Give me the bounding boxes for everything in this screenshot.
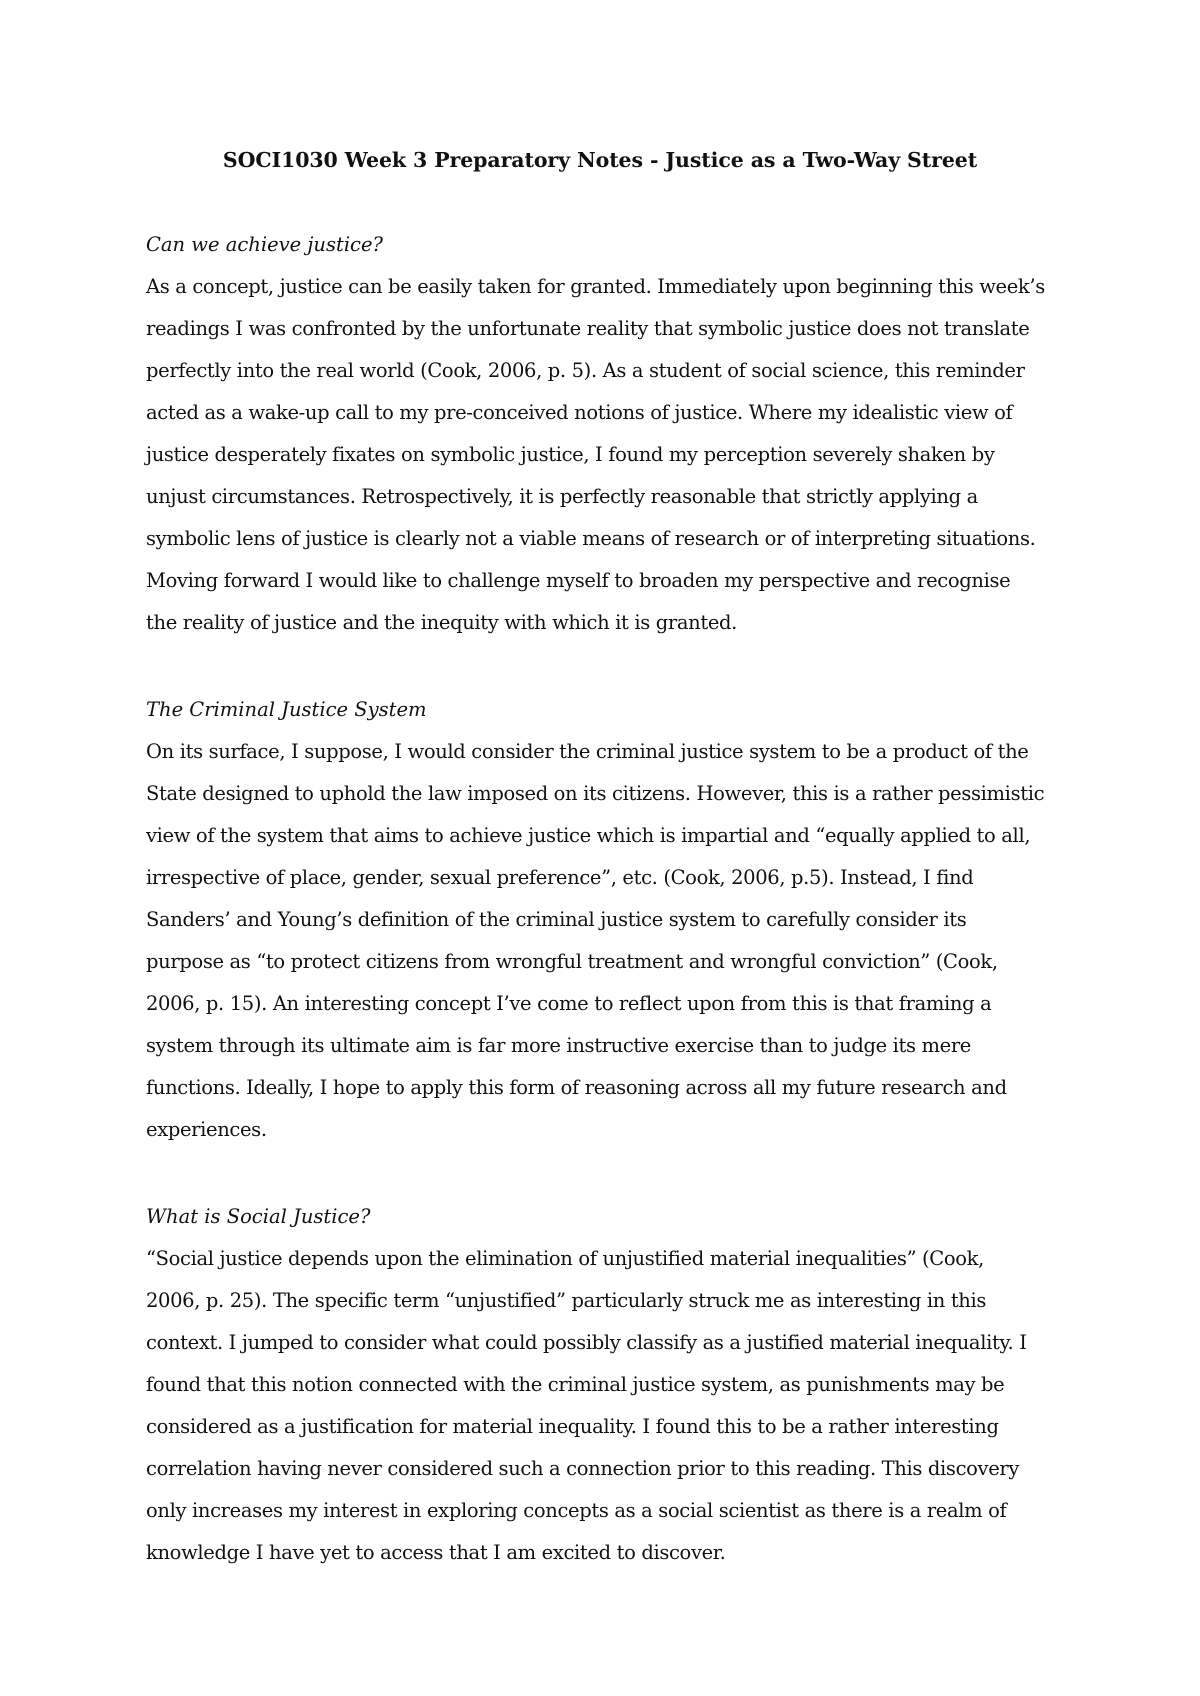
section-heading: Can we achieve justice? — [146, 233, 383, 256]
paragraph-line: only increases my interest in exploring concepts as a social scientist as there is a realm of — [146, 1499, 1007, 1522]
paragraph-line: correlation having never considered such a connection prior to this reading. This discovery — [146, 1457, 1020, 1480]
section-criminal-justice-system — [146, 689, 1066, 1151]
paragraph-line: context. I jumped to consider what could possibly classify as a justified material inequality. I — [146, 1331, 1027, 1354]
paragraph-line: unjust circumstances. Retrospectively, it is perfectly reasonable that strictly applying a — [146, 485, 978, 508]
section-what-is-social-justice — [146, 1196, 1066, 1574]
paragraph-line: system through its ultimate aim is far more instructive exercise than to judge its mere — [146, 1034, 971, 1057]
paragraph-line: the reality of justice and the inequity with which it is granted. — [146, 611, 738, 634]
paragraph-line: functions. Ideally, I hope to apply this form of reasoning across all my future research and — [146, 1076, 1007, 1099]
paragraph-line: “Social justice depends upon the elimination of unjustified material inequalities” (Cook, — [146, 1247, 984, 1270]
section-heading: The Criminal Justice System — [146, 698, 427, 721]
paragraph-line: view of the system that aims to achieve justice which is impartial and “equally applied to all, — [146, 824, 1031, 847]
section-can-we-achieve-justice — [146, 224, 1066, 644]
paragraph-line: experiences. — [146, 1118, 267, 1141]
paragraph-line: symbolic lens of justice is clearly not a viable means of research or of interpreting situations. — [146, 527, 1036, 550]
paragraph-line: On its surface, I suppose, I would consider the criminal justice system to be a product of the — [146, 740, 1029, 763]
paragraph-line: Sanders’ and Young’s definition of the criminal justice system to carefully consider its — [146, 908, 967, 931]
paragraph-line: Moving forward I would like to challenge myself to broaden my perspective and recognise — [146, 569, 1011, 592]
paragraph-line: acted as a wake-up call to my pre-conceived notions of justice. Where my idealistic view of — [146, 401, 1013, 424]
paragraph-line: 2006, p. 25). The specific term “unjustified” particularly struck me as interesting in this — [146, 1289, 987, 1312]
paragraph-line: purpose as “to protect citizens from wrongful treatment and wrongful conviction” (Cook, — [146, 950, 998, 973]
paragraph-line: perfectly into the real world (Cook, 2006, p. 5). As a student of social science, this reminder — [146, 359, 1025, 382]
paragraph-line: found that this notion connected with the criminal justice system, as punishments may be — [146, 1373, 1005, 1396]
paragraph-line: justice desperately fixates on symbolic justice, I found my perception severely shaken by — [146, 443, 995, 466]
paragraph-line: knowledge I have yet to access that I am excited to discover. — [146, 1541, 726, 1564]
paragraph-line: As a concept, justice can be easily taken for granted. Immediately upon beginning this week’s — [146, 275, 1045, 298]
section-heading: What is Social Justice? — [146, 1205, 371, 1228]
paragraph-line: considered as a justification for material inequality. I found this to be a rather interesting — [146, 1415, 999, 1438]
paragraph-line: readings I was confronted by the unfortunate reality that symbolic justice does not translate — [146, 317, 1030, 340]
document-title: SOCI1030 Week 3 Preparatory Notes - Justice as a Two-Way Street — [222, 148, 978, 172]
paragraph-line: irrespective of place, gender, sexual preference”, etc. (Cook, 2006, p.5). Instead, I find — [146, 866, 974, 889]
paragraph-line: State designed to uphold the law imposed on its citizens. However, this is a rather pessimistic — [146, 782, 1045, 805]
paragraph-line: 2006, p. 15). An interesting concept I’ve come to reflect upon from this is that framing a — [146, 992, 992, 1015]
